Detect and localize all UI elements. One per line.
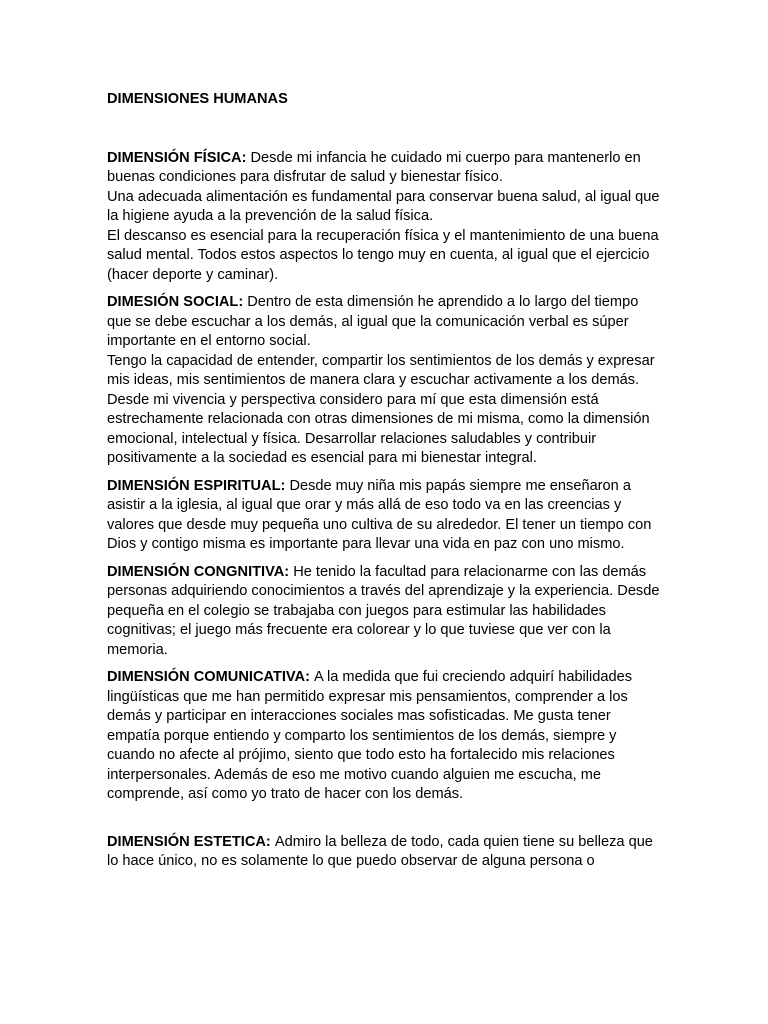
section-estetica bbox=[107, 833, 663, 872]
section-fisica bbox=[107, 149, 663, 286]
section-paragraph: Desde mi infancia he cuidado mi cuerpo para mantenerlo en buenas condiciones para disfrutar de salud y bienestar físico. bbox=[107, 149, 641, 185]
section-paragraph: Una adecuada alimentación es fundamental para conservar buena salud, al igual que la higiene ayuda a la prevención de la salud física. bbox=[107, 188, 660, 224]
section-heading: DIMENSIÓN ESPIRITUAL: bbox=[107, 477, 290, 494]
section-paragraph: El descanso es esencial para la recuperación física y el mantenimiento de una buena salud mental. Todos estos aspectos lo tengo muy en cuenta, al igual que el ejercicio (hacer deporte y caminar). bbox=[107, 227, 659, 283]
section-espiritual bbox=[107, 477, 663, 555]
section-heading: DIMENSIÓN CONGNITIVA: bbox=[107, 563, 294, 580]
document-title: DIMENSIONES HUMANAS bbox=[107, 91, 288, 107]
section-paragraph: Desde muy niña mis papás siempre me enseñaron a asistir a la iglesia, al igual que orar y más allá de eso todo va en las creencias y valores que desde muy pequeña uno cultiva de su alrededor. El tener un tiempo con Dios y contigo misma es importante para llevar una vida en paz con uno mismo. bbox=[107, 477, 652, 552]
section-paragraph: Tengo la capacidad de entender, compartir los sentimientos de los demás y expresar mis ideas, mis sentimientos de manera clara y escuchar activamente a los demás. bbox=[107, 352, 655, 388]
section-paragraph: Dentro de esta dimensión he aprendido a lo largo del tiempo que se debe escuchar a los demás, al igual que la comunicación verbal es súper importante en el entorno social. bbox=[107, 294, 639, 349]
section-heading: DIMESIÓN SOCIAL: bbox=[107, 294, 248, 310]
section-paragraph: Admiro la belleza de todo, cada quien tiene su belleza que lo hace único, no es solamente lo que puedo observar de alguna persona o bbox=[107, 833, 653, 869]
document-page bbox=[107, 90, 663, 880]
section-heading: DIMENSIÓN COMUNICATIVA: bbox=[107, 669, 315, 685]
section-paragraph: A la medida que fui creciendo adquirí habilidades lingüísticas que me han permitido expresar mis pensamientos, comprender a los demás y participar en interacciones sociales mas sofisticadas. Me gusta tener empatía porque entiendo y comparto los sentimientos de los demás, siempre y cuando no afecte al prójimo, siento que todo esto ha fortalecido mis relaciones interpersonales. Además de eso me motivo cuando alguien me escucha, me comprende, así como yo trato de hacer con los demás. bbox=[107, 669, 633, 802]
section-comunicativa bbox=[107, 668, 663, 805]
section-paragraph: Desde mi vivencia y perspectiva considero para mí que esta dimensión está estrechamente relacionada con otras dimensiones de mi misma, como la dimensión emocional, intelectual y física. Desarrollar relaciones saludables y contribuir positivamente a la sociedad es esencial para mi bienestar integral. bbox=[107, 391, 650, 466]
section-heading: DIMENSIÓN FÍSICA: bbox=[107, 149, 251, 166]
section-paragraph: He tenido la facultad para relacionarme con las demás personas adquiriendo conocimientos a través del aprendizaje y la experiencia. Desde pequeña en el colegio se trabajaba con juegos para estimular las habilidades cognitivas; el juego más frecuente era colorear y lo que tuviese que ver con la memoria. bbox=[107, 563, 660, 658]
section-cognitiva bbox=[107, 563, 663, 661]
section-heading: DIMENSIÓN ESTETICA: bbox=[107, 833, 275, 850]
section-social bbox=[107, 293, 663, 469]
